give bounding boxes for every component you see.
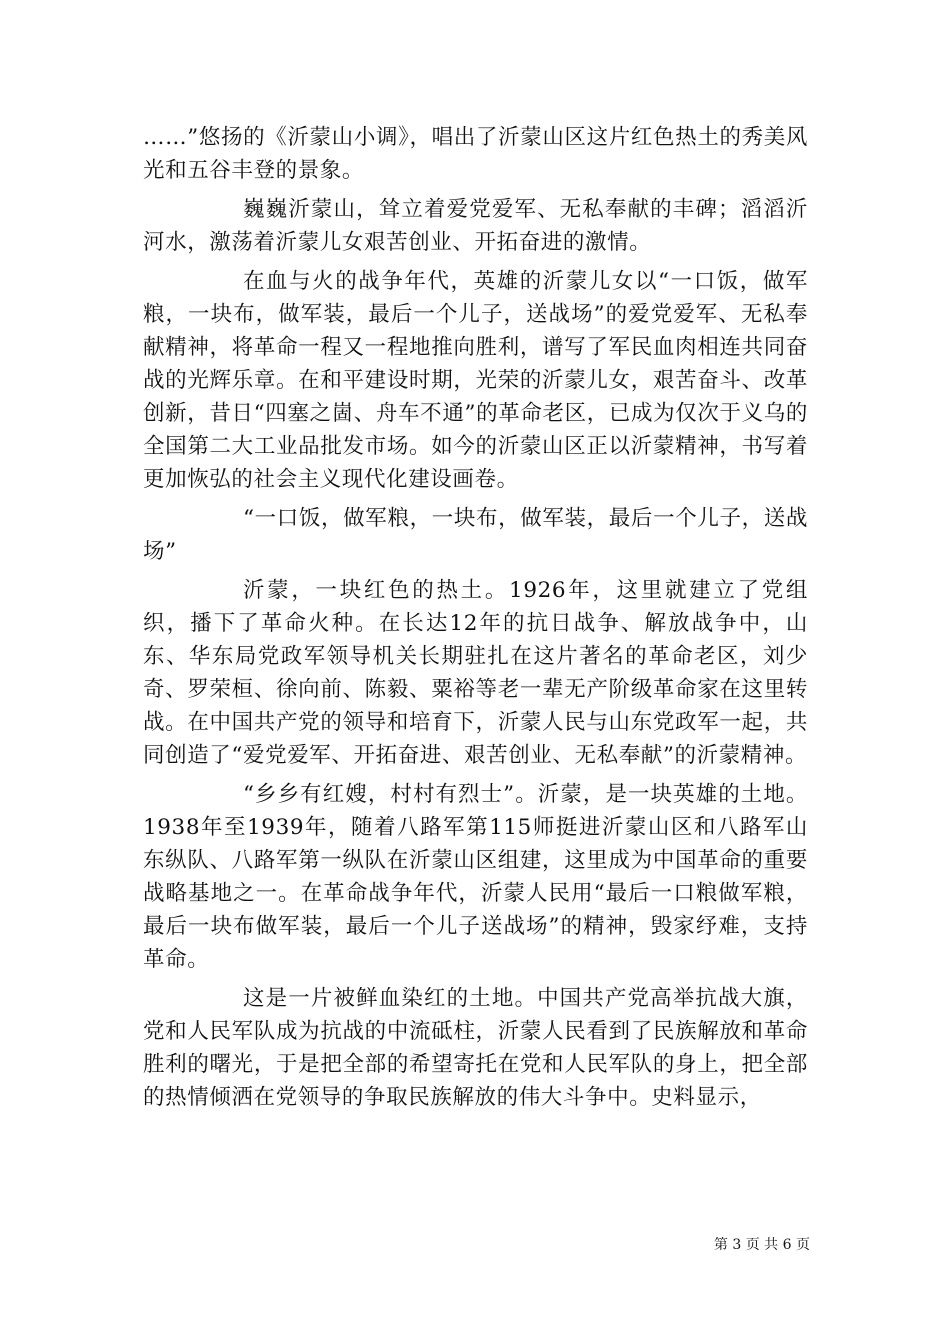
paragraph-2: 巍巍沂蒙山，耸立着爱党爱军、无私奉献的丰碑；滔滔沂河水，激荡着沂蒙儿女艰苦创业、开拓奋进的激情。: [143, 197, 808, 255]
paragraph-3: 在血与火的战争年代，英雄的沂蒙儿女以“一口饭，做军粮，一块布，做军装，最后一个儿子，送战场”的爱党爱军、无私奉献精神，将革命一程又一程地推向胜利，谱写了军民血肉相连共同奋战的光辉乐章。在和平建设时期，光荣的沂蒙儿女，艰苦奋斗、改革创新，昔日“四塞之崮、舟车不通”的革命老区，已成为仅次于义乌的全国第二大工业品批发市场。如今的沂蒙山区正以沂蒙精神，书写着更加恢弘的社会主义现代化建设画卷。: [143, 269, 808, 492]
body-text: [143, 121, 808, 1120]
paragraph-6: “乡乡有红嫂，村村有烈士”。沂蒙，是一块英雄的土地。1938年至1939年，随着八路军第115师挺进沂蒙山区和八路军山东纵队、八路军第一纵队在沂蒙山区组建，这里成为中国革命的重要战略基地之一。在革命战争年代，沂蒙人民用“最后一口粮做军粮，最后一块布做军装，最后一个儿子送战场”的精神，毁家纾难，支持革命。: [143, 782, 808, 972]
paragraph-1: ……”悠扬的《沂蒙山小调》，唱出了沂蒙山区这片红色热土的秀美风光和五谷丰登的景象。: [143, 125, 808, 183]
section-heading-quote: “一口饭，做军粮，一块布，做军装，最后一个儿子，送战场”: [143, 506, 808, 564]
paragraph-5: 沂蒙，一块红色的热土。1926年，这里就建立了党组织，播下了革命火种。在长达12年的抗日战争、解放战争中，山东、华东局党政军领导机关长期驻扎在这片著名的革命老区，刘少奇、罗荣桓、徐向前、陈毅、粟裕等老一辈无产阶级革命家在这里转战。在中国共产党的领导和培育下，沂蒙人民与山东党政军一起，共同创造了“爱党爱军、开拓奋进、艰苦创业、无私奉献”的沂蒙精神。: [143, 578, 808, 768]
page-number: 第 3 页 共 6 页: [713, 1237, 810, 1253]
paragraph-7: 这是一片被鲜血染红的土地。中国共产党高举抗战大旗，党和人民军队成为抗战的中流砥柱，沂蒙人民看到了民族解放和革命胜利的曙光，于是把全部的希望寄托在党和人民军队的身上，把全部的热情倾洒在党领导的争取民族解放的伟大斗争中。史料显示，: [143, 986, 808, 1110]
